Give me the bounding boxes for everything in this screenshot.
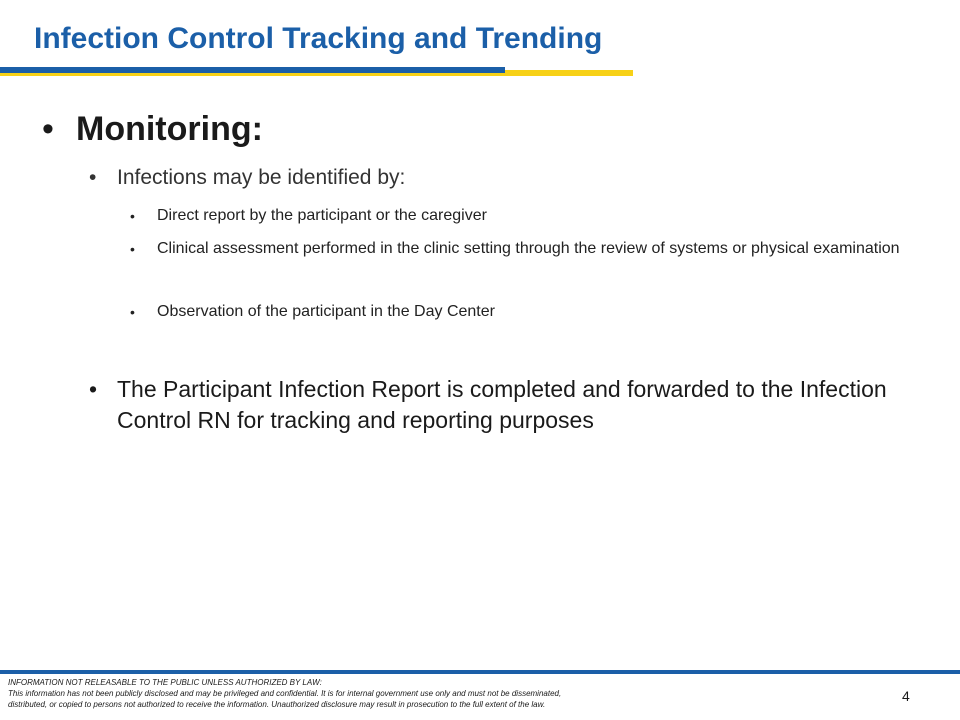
disclaimer-line: INFORMATION NOT RELEASABLE TO THE PUBLIC UNLESS AUTHORIZED BY LAW: (8, 678, 322, 687)
slide-title: Infection Control Tracking and Trending (34, 22, 603, 55)
bullet-text: Monitoring: (76, 110, 263, 148)
footer-disclaimer (8, 677, 878, 710)
bullet-text: The Participant Infection Report is completed and forwarded to the Infection Control RN for tracking and reporting purposes (117, 376, 887, 433)
page-number: 4 (902, 688, 910, 704)
footer-divider (0, 670, 960, 674)
bullet-text: Infections may be identified by: (117, 166, 406, 189)
bullet-text: Observation of the participant in the Day Center (157, 303, 495, 320)
bullet-text: Clinical assessment performed in the clinic setting through the review of systems or physical examination (157, 240, 900, 257)
bullet-dot: • (89, 166, 97, 189)
bullet-dot: • (89, 376, 98, 402)
bullet-dot: • (42, 110, 54, 148)
bullet-dot: • (130, 241, 135, 257)
disclaimer-line: This information has not been publicly disclosed and may be privileged and confidential. It is for internal government use only and must not be disseminated, (8, 689, 562, 698)
title-underline-blue (0, 67, 505, 73)
bullet-dot: • (130, 208, 135, 224)
bullet-text: Direct report by the participant or the caregiver (157, 207, 487, 224)
disclaimer-line: distributed, or copied to persons not authorized to receive the information. Unauthorized disclosure may result in prosecution to the full extent of the law. (8, 700, 546, 709)
bullet-dot: • (130, 304, 135, 320)
